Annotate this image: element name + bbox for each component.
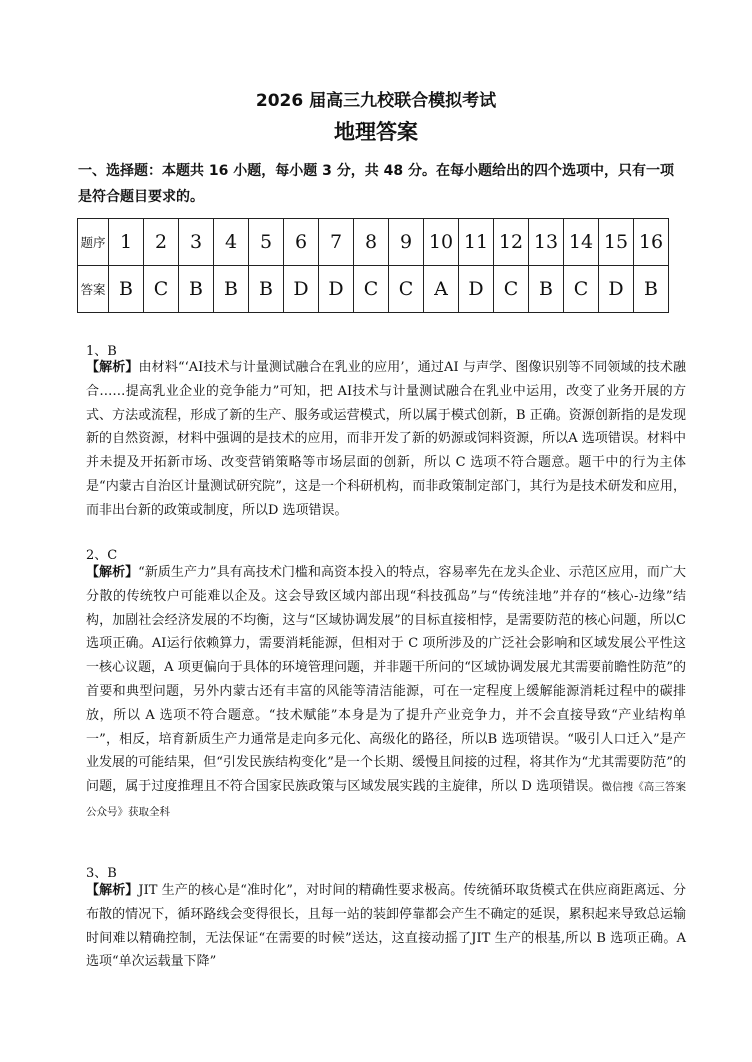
answer-subtitle: 地理答案 bbox=[334, 120, 418, 144]
answer-table bbox=[77, 218, 669, 313]
question-number: 4 bbox=[214, 219, 249, 266]
question-2-label: 2、C bbox=[86, 548, 118, 563]
source-note: 微信搜《高三答案公众号》获取全科 bbox=[86, 781, 686, 818]
answer-cell: D bbox=[319, 266, 354, 313]
answer-cell: D bbox=[599, 266, 634, 313]
question-number: 9 bbox=[389, 219, 424, 266]
explanation-tag: 【解析】 bbox=[86, 883, 139, 898]
question-number: 11 bbox=[459, 219, 494, 266]
explanation-tag: 【解析】 bbox=[86, 360, 139, 375]
explanation-text: 由材料“‘AI技术与计量测试融合在乳业的应用’，通过AI 与声学、图像识别等不同领域的技术融合……提高乳业企业的竞争能力”可知，把 AI技术与计量测试融合在乳业中运用，改变了业务开展的方式、方法或流程，形成了新的生产、服务或运营模式，所以属于模式创新，B 正确。资源创新指的是发现新的自然资源，材料中强调的是技术的应用，而非开发了新的奶源或饲料资源，所以A 选项错误。材料中并未提及开拓新市场、改变营销策略等市场层面的创新，所以 C 选项不符合题意。题干中的行为主体是“内蒙古自治区计量测试研究院”，这是一个科研机构，而非政策制定部门，其行为是技术研发和应用，而非出台新的政策或制度，所以D 选项错误。 bbox=[86, 360, 686, 518]
explanation-text: “新质生产力”具有高技术门槛和高资本投入的特点，容易率先在龙头企业、示范区应用，而广大分散的传统牧户可能难以企及。这会导致区域内部出现“科技孤岛”与“传统洼地”并存的“核心-边缘”结构，加剧社会经济发展的不均衡，这与“区域协调发展”的目标直接相悖，是需要防范的核心问题，所以C选项正确。AI运行依赖算力，需要消耗能源，但相对于 C 项所涉及的广泛社会影响和区域发展公平性这一核心议题，A 项更偏向于具体的环境管理问题，并非题干所问的“区域协调发展尤其需要前瞻性防范”的首要和典型问题，另外内蒙古还有丰富的风能等清洁能源，可在一定程度上缓解能源消耗过程中的碳排放，所以 A 选项不符合题意。“技术赋能”本身是为了提升产业竞争力，并不会直接导致“产业结构单一”，相反，培育新质生产力通常是走向多元化、高级化的路径，所以B 选项错误。“吸引人口迁入”是产业发展的可能结果，但“引发民族结构变化”是一个长期、缓慢且间接的过程，将其作为“尤其需要防范”的问题，属于过度推理且不符合国家民族政策与区域发展实践的主旋律，所以 D 选项错误。 bbox=[86, 565, 686, 795]
answer-cell: B bbox=[634, 266, 669, 313]
answer-row-label: 答案 bbox=[78, 266, 109, 313]
question-number: 5 bbox=[249, 219, 284, 266]
answer-row bbox=[78, 266, 669, 313]
question-number: 13 bbox=[529, 219, 564, 266]
answer-cell: C bbox=[389, 266, 424, 313]
explanation-tag: 【解析】 bbox=[86, 565, 139, 580]
number-row-label: 题序 bbox=[78, 219, 109, 266]
question-2-explanation bbox=[86, 561, 686, 825]
question-number: 14 bbox=[564, 219, 599, 266]
question-3-label: 3、B bbox=[86, 866, 117, 881]
answer-cell: B bbox=[109, 266, 144, 313]
question-number: 2 bbox=[144, 219, 179, 266]
answer-cell: B bbox=[529, 266, 564, 313]
question-number: 7 bbox=[319, 219, 354, 266]
question-1-explanation bbox=[86, 356, 686, 523]
explanation-text: JIT 生产的核心是“准时化”，对时间的精确性要求极高。传统循环取货模式在供应商距离远、分布散的情况下，循环路线会变得很长，且每一站的装卸停靠都会产生不确定的延误，累积起来导致总运输时间难以精确控制，无法保证“在需要的时候”送达，这直接动摇了JIT 生产的根基,所以 B 选项正确。A 选项“单次运载量下降” bbox=[86, 883, 686, 970]
number-row bbox=[78, 219, 669, 266]
section-heading: 一、选择题：本题共 16 小题，每小题 3 分，共 48 分。在每小题给出的四个选项中，只有一项是符合题目要求的。 bbox=[78, 163, 674, 205]
exam-title: 2026 届高三九校联合模拟考试 bbox=[255, 91, 497, 111]
answer-cell: C bbox=[494, 266, 529, 313]
question-number: 12 bbox=[494, 219, 529, 266]
question-number: 16 bbox=[634, 219, 669, 266]
answer-cell: A bbox=[424, 266, 459, 313]
question-number: 3 bbox=[179, 219, 214, 266]
answer-cell: C bbox=[354, 266, 389, 313]
question-3-explanation bbox=[86, 879, 686, 974]
answer-cell: D bbox=[459, 266, 494, 313]
answer-cell: C bbox=[144, 266, 179, 313]
question-number: 8 bbox=[354, 219, 389, 266]
answer-cell: D bbox=[284, 266, 319, 313]
answer-cell: B bbox=[249, 266, 284, 313]
answer-cell: C bbox=[564, 266, 599, 313]
question-number: 10 bbox=[424, 219, 459, 266]
answer-cell: B bbox=[214, 266, 249, 313]
answer-cell: B bbox=[179, 266, 214, 313]
question-number: 15 bbox=[599, 219, 634, 266]
question-1-label: 1、B bbox=[86, 344, 117, 359]
question-number: 6 bbox=[284, 219, 319, 266]
question-number: 1 bbox=[109, 219, 144, 266]
